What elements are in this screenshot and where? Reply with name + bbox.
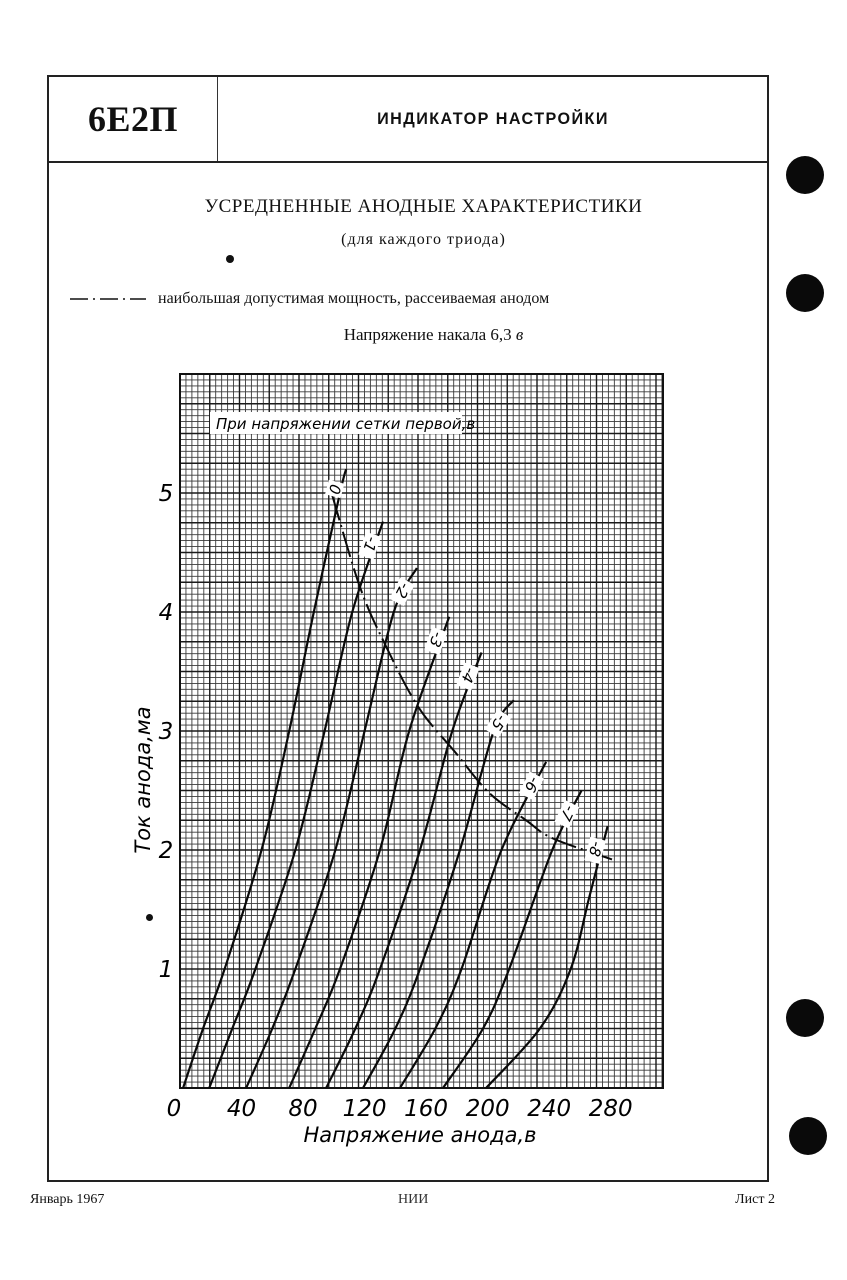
legend-text: наибольшая допустимая мощность, рассеиваемая анодом <box>158 290 550 307</box>
x-tick-labels <box>167 1096 633 1122</box>
series-line-minus5 <box>363 700 514 1088</box>
x-tick-label: 240 <box>527 1096 572 1122</box>
binder-hole <box>786 274 824 312</box>
y-tick-label: 4 <box>158 600 174 626</box>
binder-hole <box>789 1117 827 1155</box>
series-label <box>553 800 580 829</box>
x-tick-label: 0 <box>166 1096 182 1122</box>
heater-text: Напряжение накала 6,3 <box>343 325 512 344</box>
footer-date: Январь 1967 <box>30 1192 105 1207</box>
y-tick-label: 3 <box>158 719 174 745</box>
binder-hole <box>786 156 824 194</box>
series-label-text: -1 <box>359 534 382 555</box>
ink-speck <box>226 255 234 263</box>
grid-voltage-annotation: При напряжении сетки первой,в <box>216 415 476 433</box>
series-label-text: -2 <box>391 579 415 602</box>
y-tick-label: 5 <box>158 481 174 507</box>
x-tick-label: 40 <box>226 1096 257 1122</box>
y-tick-label: 2 <box>158 838 174 864</box>
series-label-text: -3 <box>425 629 448 650</box>
series-label-text: -6 <box>520 773 544 796</box>
x-tick-label: 120 <box>342 1096 387 1122</box>
series-label-text: -8 <box>584 839 607 859</box>
annotation-box <box>210 412 475 434</box>
x-tick-label: 80 <box>288 1096 318 1122</box>
series-line-minus3 <box>289 617 449 1088</box>
x-tick-label: 200 <box>465 1096 510 1122</box>
y-tick-labels <box>159 481 174 983</box>
tube-code: 6Е2П <box>87 99 178 139</box>
footer-sheet-number: Лист 2 <box>735 1192 775 1207</box>
figure-subtitle: (для каждого триода) <box>341 231 506 248</box>
footer-org: НИИ <box>398 1192 429 1207</box>
series-label-text: -4 <box>457 664 480 686</box>
series-label-text: -5 <box>487 711 511 734</box>
figure-title: УСРЕДНЕННЫЕ АНОДНЫЕ ХАРАКТЕРИСТИКИ <box>204 196 643 217</box>
y-axis-label: Ток анода,ма <box>131 706 155 854</box>
series-label <box>388 577 415 607</box>
series-label-text: -7 <box>556 802 579 824</box>
y-tick-label: 1 <box>158 957 174 983</box>
x-axis-label: Напряжение анода,в <box>303 1123 537 1147</box>
x-tick-label: 160 <box>404 1096 449 1122</box>
heater-unit: в <box>515 325 524 344</box>
header-title: ИНДИКАТОР НАСТРОЙКИ <box>377 109 609 128</box>
series-label <box>583 837 606 865</box>
series-label-text: 0 <box>324 482 345 497</box>
ink-speck <box>146 914 153 921</box>
series-line-minus2 <box>246 568 417 1088</box>
x-tick-label: 280 <box>588 1096 633 1122</box>
binder-hole <box>786 999 824 1037</box>
series-line-minus1 <box>209 522 383 1088</box>
